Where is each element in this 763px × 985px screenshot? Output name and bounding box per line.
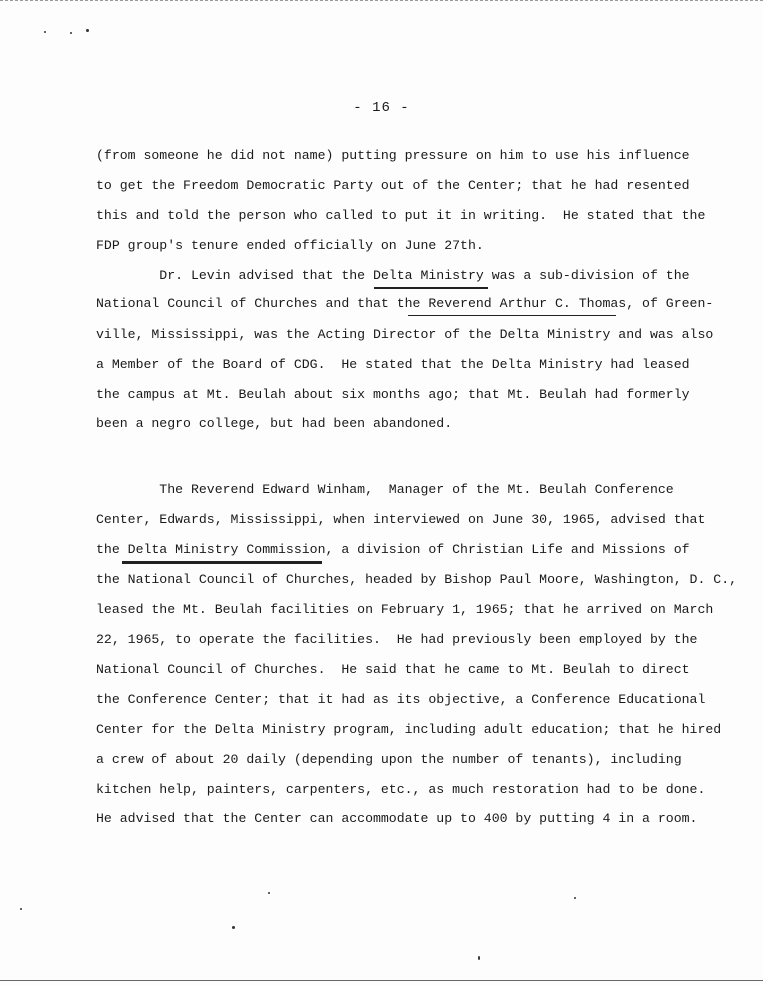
text-line: Center for the Delta Ministry program, including adult education; that he hired	[96, 722, 722, 737]
text-line: Dr. Levin advised that the Delta Ministry was a sub-division of the	[96, 268, 690, 283]
text-line: the Conference Center; that it had as its objective, a Conference Educational	[96, 692, 706, 707]
bottom-edge	[0, 980, 763, 985]
text-line: to get the Freedom Democratic Party out of the Center; that he had resented	[96, 178, 690, 193]
underline-reverend-thomas	[408, 315, 616, 316]
text-line: 22, 1965, to operate the facilities. He had previously been employed by the	[96, 632, 698, 647]
scan-speck	[232, 926, 235, 929]
text-line: the Delta Ministry Commission, a division of Christian Life and Missions of	[96, 542, 690, 557]
underline-delta-ministry-commission	[122, 561, 322, 564]
text-line: National Council of Churches and that the Reverend Arthur C. Thomas, of Green-	[96, 296, 714, 311]
top-perforation	[0, 0, 763, 7]
text-line: FDP group's tenure ended officially on June 27th.	[96, 238, 484, 253]
text-line: Center, Edwards, Mississippi, when interviewed on June 30, 1965, advised that	[96, 512, 706, 527]
text-line: been a negro college, but had been abandoned.	[96, 416, 453, 431]
text-line: a Member of the Board of CDG. He stated that the Delta Ministry had leased	[96, 357, 690, 372]
text-line: National Council of Churches. He said that he came to Mt. Beulah to direct	[96, 662, 690, 677]
text-line: The Reverend Edward Winham, Manager of the Mt. Beulah Conference	[96, 482, 674, 497]
scan-speck	[44, 31, 46, 33]
scan-speck	[268, 892, 270, 894]
text-line: (from someone he did not name) putting pressure on him to use his influence	[96, 148, 690, 163]
text-line: leased the Mt. Beulah facilities on February 1, 1965; that he arrived on March	[96, 602, 714, 617]
page-number: - 16 -	[353, 100, 410, 116]
scan-speck	[574, 897, 576, 899]
text-line: He advised that the Center can accommodate up to 400 by putting 4 in a room.	[96, 811, 698, 826]
underline-delta-ministry	[374, 287, 488, 289]
scan-speck	[86, 29, 89, 32]
scan-speck	[478, 956, 480, 960]
text-line: a crew of about 20 daily (depending upon the number of tenants), including	[96, 752, 682, 767]
text-line: this and told the person who called to put it in writing. He stated that the	[96, 208, 706, 223]
text-line: ville, Mississippi, was the Acting Director of the Delta Ministry and was also	[96, 327, 714, 342]
text-line: kitchen help, painters, carpenters, etc., as much restoration had to be done.	[96, 782, 706, 797]
scan-speck	[20, 908, 22, 910]
text-line: the campus at Mt. Beulah about six months ago; that Mt. Beulah had formerly	[96, 387, 690, 402]
text-line: the National Council of Churches, headed by Bishop Paul Moore, Washington, D. C.,	[96, 572, 738, 587]
scan-speck	[70, 32, 72, 34]
